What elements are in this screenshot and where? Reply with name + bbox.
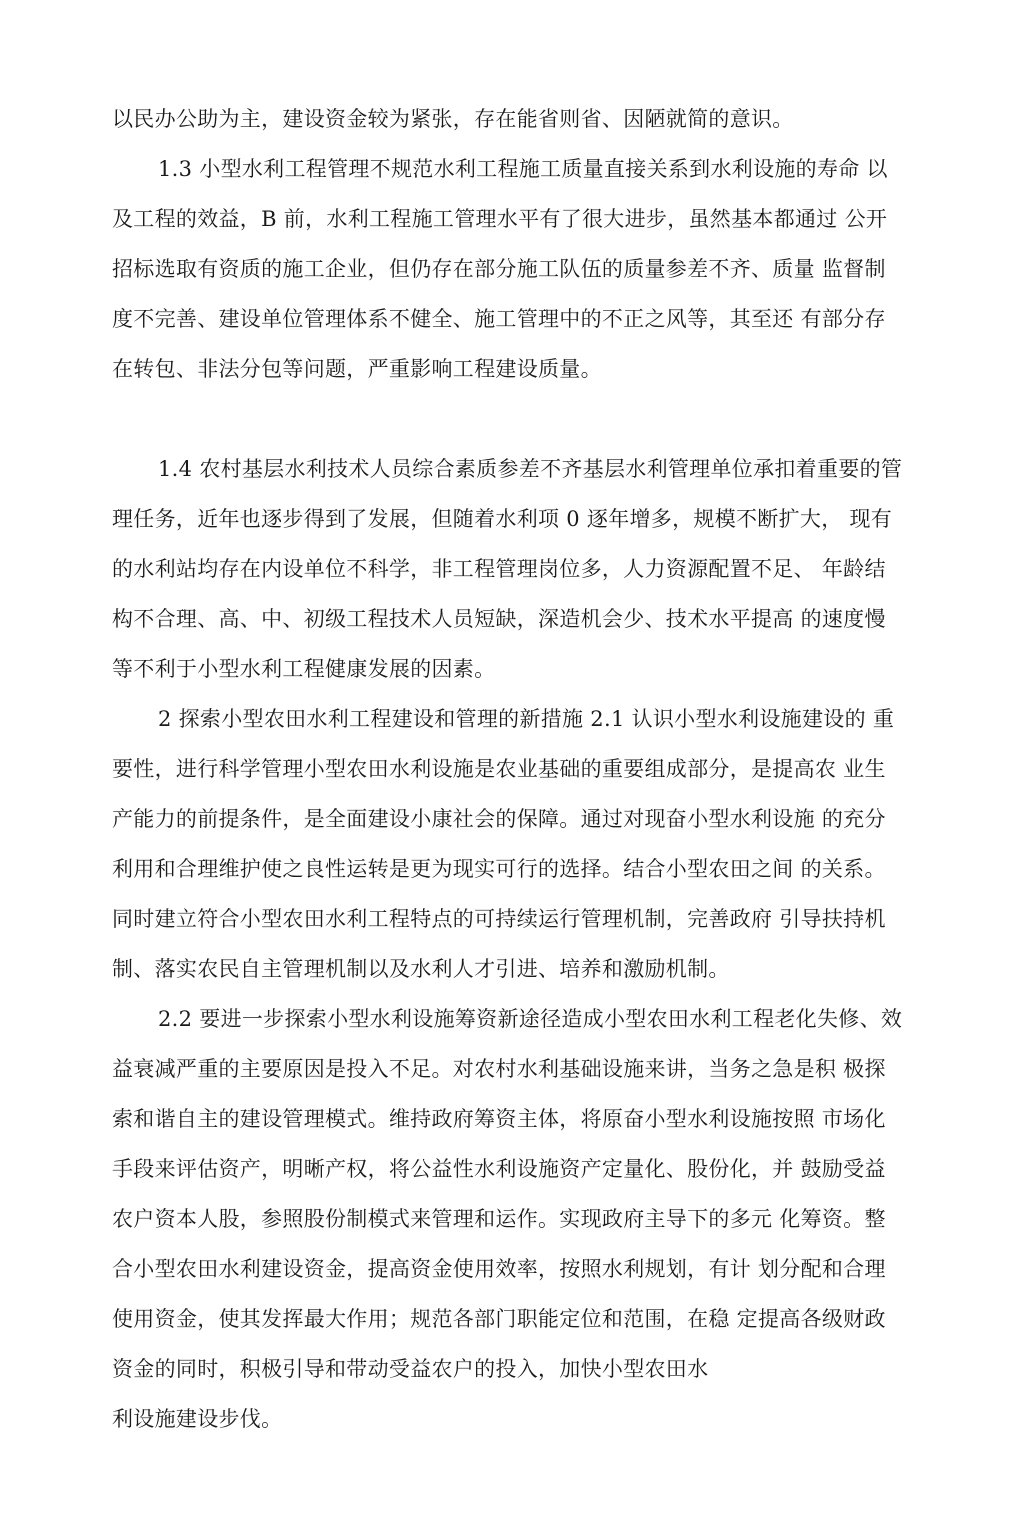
text-line: 资金的同时，积极引导和带动受益农户的投入，加快小型农田水 (112, 1357, 709, 1381)
text-line: 农户资本人股，参照股份制模式来管理和运作。实现政府主导下的多元 化筹资。整 (112, 1207, 886, 1231)
text-line: 益衰减严重的主要原因是投入不足。对农村水利基础设施来讲，当务之急是积 极探 (112, 1057, 886, 1081)
text-line: 合小型农田水利建设资金，提高资金使用效率，按照水利规划，有计 划分配和合理 (112, 1257, 886, 1281)
text-line: 利设施建设步伐。 (112, 1407, 283, 1431)
text-line: 及工程的效益，B 前，水利工程施工管理水平有了很大进步，虽然基本都通过 公开 (112, 207, 888, 231)
paragraph-1-3-start: 1.3 小型水利工程管理不规范水利工程施工质量直接关系到水利设施的寿命 以 (158, 157, 888, 181)
text-line: 制、落实农民自主管理机制以及水利人才引进、培养和激励机制。 (112, 957, 730, 981)
text-line: 产能力的前提条件，是全面建设小康社会的保障。通过对现奋小型水利设施 的充分 (112, 807, 886, 831)
text-line: 以民办公助为主，建设资金较为紧张，存在能省则省、因陋就简的意识。 (112, 107, 794, 131)
text-line: 度不完善、建设单位管理体系不健全、施工管理中的不正之风等，其至还 有部分存 (112, 307, 886, 331)
text-line: 手段来评估资产，明晰产权，将公益性水利设施资产定量化、股份化，并 鼓励受益 (112, 1157, 886, 1181)
text-line: 的水利站均存在内设单位不科学，非工程管理岗位多，人力资源配置不足、 年龄结 (112, 557, 886, 581)
text-line: 招标选取有资质的施工企业，但仍存在部分施工队伍的质量参差不齐、质量 监督制 (112, 257, 886, 281)
text-line: 等不利于小型水利工程健康发展的因素。 (112, 657, 496, 681)
text-line: 要性，进行科学管理小型农田水利设施是农业基础的重要组成部分，是提高农 业生 (112, 757, 886, 781)
text-line: 索和谐自主的建设管理模式。维持政府筹资主体，将原奋小型水利设施按照 市场化 (112, 1107, 886, 1131)
text-line: 在转包、非法分包等问题，严重影响工程建设质量。 (112, 357, 602, 381)
text-line: 利用和合理维护使之良性运转是更为现实可行的选择。结合小型农田之间 的关系。 (112, 857, 886, 881)
text-line: 理任务，近年也逐步得到了发展，但随着水利项 0 逐年增多，规模不断扩大， 现有 (112, 507, 893, 531)
text-line: 同时建立符合小型农田水利工程特点的可持续运行管理机制，完善政府 引导扶持机 (112, 907, 886, 931)
paragraph-2-2-start: 2.2 要进一步探索小型水利设施筹资新途径造成小型农田水利工程老化失修、效 (158, 1007, 903, 1031)
text-line: 使用资金，使其发挥最大作用；规范各部门职能定位和范围，在稳 定提高各级财政 (112, 1307, 886, 1331)
paragraph-1-4-start: 1.4 农村基层水利技术人员综合素质参差不齐基层水利管理单位承扣着重要的管 (158, 457, 903, 481)
paragraph-2-start: 2 探索小型农田水利工程建设和管理的新措施 2.1 认识小型水利设施建设的 重 (158, 707, 895, 731)
text-line: 构不合理、高、中、初级工程技术人员短缺，深造机会少、技术水平提高 的速度慢 (112, 607, 886, 631)
